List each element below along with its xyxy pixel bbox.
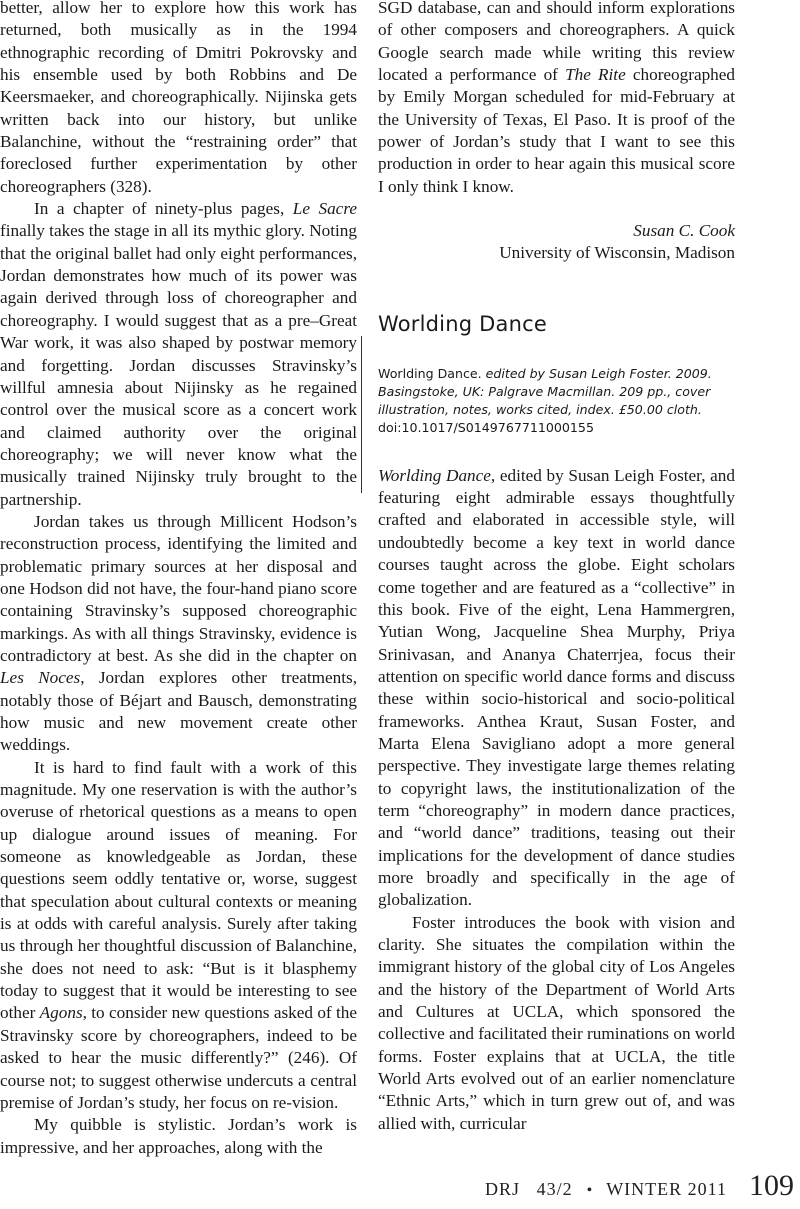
- text-run: choreographed by Emily Morgan scheduled for mid-February at the University of Texas, El Paso. It is proof of the power of Jordan’s study that I want to see this production in order to hear again this musical score I only think I know.: [378, 65, 736, 196]
- review-body: [378, 465, 735, 1135]
- left-column-body: [0, 0, 357, 1159]
- book-details: edited by Susan Leigh Foster. 2009. Basingstoke, UK: Palgrave Macmillan. 209 pp., cover illustration, notes, works cited, index. £50.00 cloth.: [378, 365, 712, 417]
- paragraph: [0, 0, 357, 198]
- reviewer-name: Susan C. Cook: [633, 221, 735, 241]
- journal-name: DRJ 43/2: [485, 1179, 573, 1199]
- text-run: , edited by Susan Leigh Foster, and featuring eight admirable essays thoughtfully crafted and elaborated in accessible style, will undoubtedly become a key text in world dance courses taught across the globe. Eight scholars come together and are featured as a “collective” in this book. Five of the eight, Lena Hammergren, Yutian Wong, Jacqueline Shea Murphy, Priya Srinivasan, and Ananya Chaterrjea, focus their attention on specific world dance forms and discuss these within socio-historical and socio-political frameworks. Anthea Kraut, Susan Foster, and Marta Elena Savigliano adopt a more general perspective. They investigate large themes relating to copyright laws, the institutionalization of the term “choreography” in modern dance practices, and “world dance” traditions, teasing out their implications for the development of dance studies more broadly and specifically in the age of globalization.: [378, 465, 735, 910]
- text-run: finally takes the stage in all its mythic glory. Noting that the original ballet had only eight performances, Jordan demonstrates how much of its power was again derived through loss of choreographer and choreography. I would suggest that as a pre–Great War work, it was also shaped by postwar memory and forgetting. Jordan discusses Stravinsky’s willful amnesia about Nijinsky as he regained control over the musical score as a concert work and claimed authority over the original choreography; we will never know what the musically trained Nijinsky truly brought to the partnership.: [0, 221, 357, 509]
- change-bar: [361, 336, 362, 493]
- page-number: 109: [749, 1169, 794, 1202]
- right-column: [378, 0, 735, 1135]
- text-run: In a chapter of ninety-plus pages,: [34, 199, 293, 219]
- paragraph: [0, 757, 357, 1115]
- text-run: Jordan takes us through Millicent Hodson’s reconstruction process, identifying the limited and problematic primary sources at her disposal and one Hodson did not have, the four-hand piano score containing Stravinsky’s supposed choreographic markings. As with all things Stravinsky, evidence is contradictory at best. As she did in the chapter on: [0, 511, 357, 665]
- journal-issue: 43/2: [536, 1179, 573, 1199]
- italic-title: Les Noces: [0, 668, 81, 688]
- journal-season: WINTER 2011: [606, 1179, 727, 1199]
- separator-dot: •: [586, 1182, 593, 1199]
- reviewer-affiliation: University of Wisconsin, Madison: [499, 243, 735, 263]
- book-title: Worlding Dance.: [378, 365, 482, 381]
- text-run: My quibble is stylistic. Jordan’s work is impressive, and her approaches, along with the: [0, 1115, 357, 1157]
- paragraph: [378, 465, 735, 912]
- paragraph: [0, 198, 357, 511]
- text-run: , Jordan explores other treatments, notably those of Béjart and Bausch, demonstrating how music and new movement create other weddings.: [0, 668, 357, 755]
- bibliographic-entry: [378, 365, 735, 437]
- page-footer: [485, 1169, 794, 1203]
- text-run: It is hard to find fault with a work of this magnitude. My one reservation is with the author’s overuse of rhetorical questions as a means to open up dialogue around issues of meaning. For someone as knowledgeable as Jordan, these questions seem oddly tentative or, worse, suggest that speculation about cultural contexts or meaning is at odds with careful analysis. Surely after taking us through her thoughtful discussion of Balanchine, she does not need to ask: “But is it blasphemy today to suggest that it would be interesting to see other: [0, 757, 357, 1023]
- italic-title: Agons: [39, 1003, 83, 1023]
- italic-title: Le Sacre: [292, 199, 357, 219]
- text-run: , to consider new questions asked of the Stravinsky score by choreographers, indeed to be asked to hear the music differently?” (246). Of course not; to suggest otherwise undercuts a central premise of Jordan’s study, her focus on re-vision.: [0, 1003, 357, 1112]
- paragraph: [0, 1114, 357, 1159]
- left-column: [0, 0, 357, 1159]
- text-run: SGD database, can and should inform explorations of other composers and choreographers. A quick Google search made while writing this review located a performance of: [378, 0, 735, 85]
- paragraph: [378, 912, 735, 1135]
- review-heading: Worlding Dance: [378, 311, 547, 336]
- text-run: Foster introduces the book with vision and clarity. She situates the compilation within the immigrant history of the global city of Los Angeles and the history of the Department of World Arts and Cultures at UCLA, which sponsored the collective and facilitated their ruminations on world forms. Foster explains that at UCLA, the title World Arts evolved out of an earlier nomenclature “Ethnic Arts,” which in turn grew out of, and was allied with, curricular: [378, 912, 736, 1133]
- doi-link[interactable]: doi:10.1017/S0149767711000155: [378, 419, 594, 435]
- italic-title: Worlding Dance: [378, 465, 491, 485]
- paragraph: [0, 511, 357, 757]
- text-run: better, allow her to explore how this work has returned, both musically as in the 1994 ethnographic recording of Dmitri Pokrovsky and his ensemble used by both Robbins and De Keersmaeker, and choreographically. Nijinska gets written back into our history, but unlike Balanchine, without the “restraining order” that foreclosed further experimentation by other choreographers (328).: [0, 0, 357, 196]
- review-signature: [378, 220, 735, 265]
- italic-title: The Rite: [565, 65, 626, 85]
- review-continuation: [378, 0, 735, 198]
